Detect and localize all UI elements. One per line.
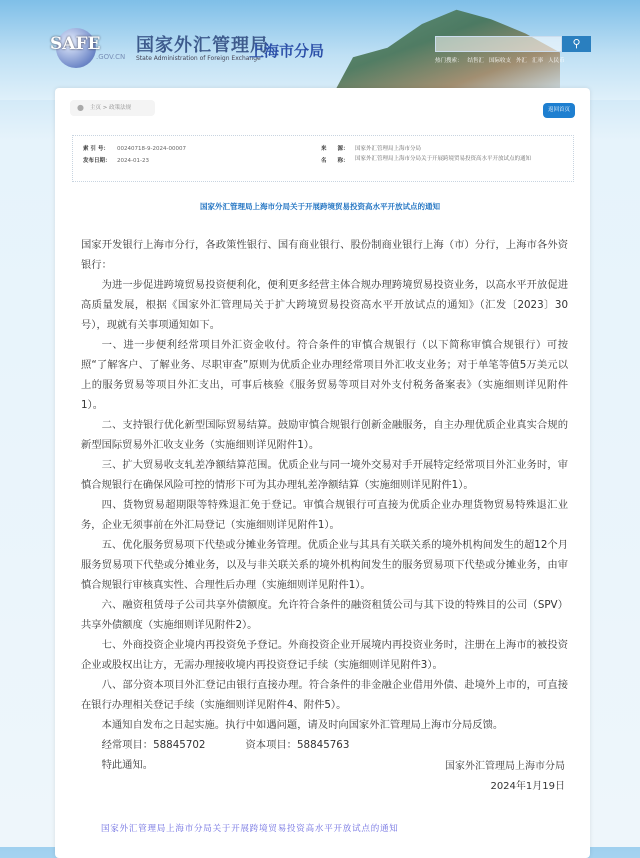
name-value: 国家外汇管理局上海市分局关于开展跨境贸易投资高水平开放试点的通知 bbox=[355, 156, 532, 162]
paragraph: 一、进一步便利经常项目外汇资金收付。符合条件的审慎合规银行（以下简称审慎合规银行）可按照“了解客户、了解业务、尽职审查”原则为优质企业办理经常项目外汇收支业务；对于单笔等值5万美元以上的服务贸易等项目外汇支出，可事后核验《服务贸易等项目对外支付税务备案表》（实施细则详见附件1）。 bbox=[81, 339, 568, 411]
search-button[interactable] bbox=[562, 36, 591, 52]
safe-logo[interactable]: SAFE bbox=[50, 34, 101, 54]
hot-search-link[interactable]: 国际收支 bbox=[489, 58, 512, 64]
hot-searches bbox=[435, 56, 570, 64]
index-label: 索 引 号： bbox=[83, 146, 109, 152]
name-label: 名 称： bbox=[321, 158, 349, 164]
addressee: 国家开发银行上海市分行，各政策性银行、国有商业银行、股份制商业银行上海（市）分行，上海市各外资银行： bbox=[81, 239, 568, 271]
hot-search-link[interactable]: 汇率 bbox=[532, 58, 544, 64]
breadcrumb-sep: > bbox=[101, 105, 110, 111]
paragraph: 五、优化服务贸易项下代垫或分摊业务管理。优质企业与其具有关联关系的境外机构间发生的超12个月服务贸易项下代垫或分摊业务，以及与非关联关系的境外机构间发生的服务贸易项下代垫或分摊业务，由审慎合规银行审核真实性、合理性后办理（实施细则详见附件1）。 bbox=[81, 539, 568, 591]
paragraph: 为进一步促进跨境贸易投资便利化，便利更多经营主体合规办理跨境贸易投资业务，以高水平开放促进高质量发展，根据《国家外汇管理局关于扩大跨境贸易投资高水平开放试点的通知》（汇发〔2023〕30号），现就有关事项通知如下。 bbox=[81, 279, 568, 331]
capital-phone: 58845763 bbox=[296, 739, 350, 751]
paragraph: 七、外商投资企业境内再投资免予登记。外商投资企业开展境内再投资业务时，注册在上海市的被投资企业或股权出让方，无需办理接收境内再投资登记手续（实施细则详见附件3）。 bbox=[81, 639, 568, 671]
paragraph: 本通知自发布之日起实施。执行中如遇问题，请及时向国家外汇管理局上海市分局反馈。 bbox=[101, 719, 504, 731]
paragraph: 四、货物贸易超期限等特殊退汇免于登记。审慎合规银行可直接为优质企业办理货物贸易特殊退汇业务，企业无须事前在外汇局登记（实施细则详见附件1）。 bbox=[81, 499, 568, 531]
current-label: 经常项目： bbox=[101, 739, 154, 751]
search-input[interactable] bbox=[435, 36, 562, 52]
attachment-link[interactable]: 国家外汇管理局上海市分局关于开展跨境贸易投资高水平开放试点的通知 bbox=[101, 824, 399, 834]
location-pin-icon: ● bbox=[77, 103, 84, 112]
org-name-cn: 国家外汇管理局 bbox=[136, 35, 269, 56]
header-banner bbox=[0, 0, 640, 100]
search-icon: ⚲ bbox=[572, 37, 581, 50]
paragraph: 六、融资租赁母子公司共享外债额度。允许符合条件的融资租赁公司与其下设的特殊目的公司（SPV）共享外债额度（实施细则详见附件2）。 bbox=[81, 599, 568, 631]
paragraph: 二、支持银行优化新型国际贸易结算。鼓励审慎合规银行创新金融服务，自主办理优质企业真实合规的新型国际贸易外汇收支业务（实施细则详见附件1）。 bbox=[81, 419, 568, 451]
breadcrumb bbox=[70, 100, 155, 116]
paragraph: 八、部分资本项目外汇登记由银行直接办理。符合条件的非金融企业借用外债、赴境外上市的，可直接在银行办理相关登记手续（实施细则详见附件4、附件5）。 bbox=[81, 679, 568, 711]
contacts bbox=[81, 735, 568, 755]
logo-domain: .GOV.CN bbox=[96, 53, 126, 61]
back-home-button[interactable]: 返回首页 bbox=[543, 103, 575, 118]
source-value: 国家外汇管理局上海市分局 bbox=[355, 146, 422, 152]
paragraph: 三、扩大贸易收支轧差净额结算范围。优质企业与同一境外交易对手开展特定经常项目外汇业务时，审慎合规银行在确保风险可控的情形下可为其办理轧差净额结算（实施细则详见附件1）。 bbox=[81, 459, 568, 491]
great-wall-image bbox=[330, 5, 560, 100]
closing: 特此通知。 bbox=[101, 759, 154, 771]
breadcrumb-home[interactable]: 主页 bbox=[90, 105, 102, 111]
org-name-en: State Administration of Foreign Exchange bbox=[136, 55, 261, 62]
date-label: 发布日期： bbox=[83, 158, 111, 164]
index-value: 00240718-9-2024-00007 bbox=[117, 146, 186, 152]
document-body bbox=[81, 235, 568, 775]
hot-search-link[interactable]: 结售汇 bbox=[467, 58, 485, 64]
signature-date: 2024年1月19日 bbox=[490, 781, 565, 792]
hot-search-link[interactable]: 人民币 bbox=[548, 58, 565, 64]
document-meta bbox=[72, 135, 574, 182]
signature bbox=[445, 757, 565, 797]
current-phone: 58845702 bbox=[153, 739, 206, 751]
date-value: 2024-01-23 bbox=[117, 158, 149, 164]
signature-org: 国家外汇管理局上海市分局 bbox=[445, 761, 565, 772]
branch-name: 上海市分局 bbox=[249, 42, 325, 60]
hot-search-label: 热门搜索： bbox=[435, 58, 463, 64]
hot-search-link[interactable]: 外汇 bbox=[516, 58, 528, 64]
page-title: 国家外汇管理局上海市分局关于开展跨境贸易投资高水平开放试点的通知 bbox=[200, 202, 440, 211]
breadcrumb-current[interactable]: 政策法规 bbox=[109, 105, 132, 111]
capital-label: 资本项目： bbox=[245, 739, 297, 751]
source-label: 来 源： bbox=[321, 146, 349, 152]
